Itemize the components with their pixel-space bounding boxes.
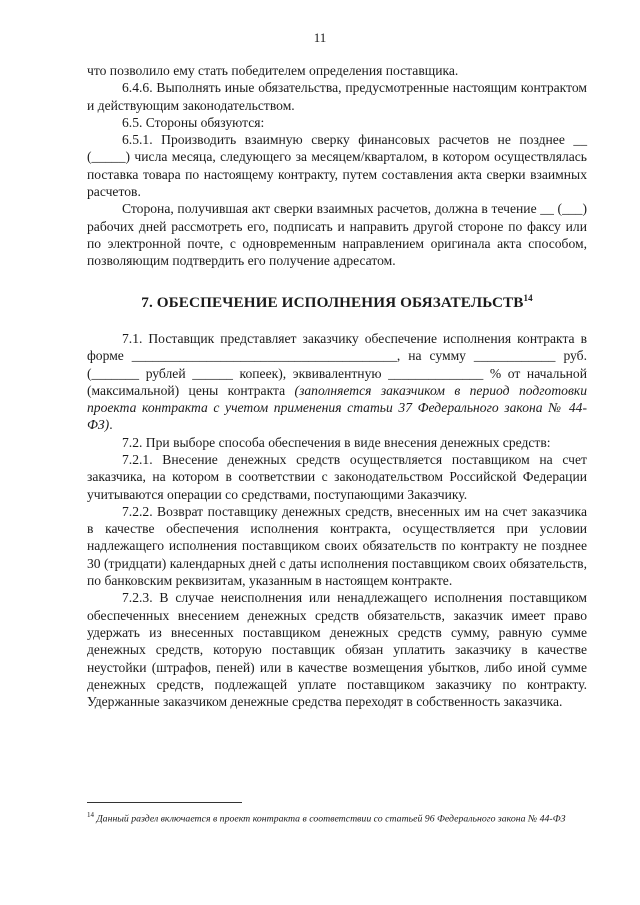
section-heading <box>87 290 587 311</box>
paragraph-7-1-end: . <box>109 417 113 433</box>
page-number: 11 <box>313 30 327 45</box>
paragraph-6-4-6: 6.4.6. Выполнять иные обязательства, предусмотренные настоящим контрактом и действующим законодательством. <box>87 80 587 113</box>
section-heading-text: 7. ОБЕСПЕЧЕНИЕ ИСПОЛНЕНИЯ ОБЯЗАТЕЛЬСТВ <box>141 293 524 311</box>
paragraph-7-2-2: 7.2.2. Возврат поставщику денежных средств, внесенных им на счет заказчика в качестве обеспечения исполнения контракта, осуществляется при условии надлежащего исполнения поставщиком своих обязательств по контракту не позднее 30 (тридцати) календарных дней с даты исполнения поставщиком своих обязательств, по банковским реквизитам, указанным в настоящем контракте. <box>87 503 587 589</box>
paragraph-7-2-3: 7.2.3. В случае неисполнения или ненадлежащего исполнения поставщиком обеспеченных внесением денежных средств обязательств, заказчик имеет право удержать из внесенных поставщиком денежных средств сумму, равную сумме денежных средств, которую поставщик обязан уплатить заказчику в качестве неустойки (штрафов, пеней) или в качестве возмещения убытков, либо иной сумме денежных средств, подлежащей уплате поставщиком заказчику по контракту. Удержанные заказчиком денежные средства переходят в собственность заказчика. <box>87 590 587 710</box>
footnote-mark: 14 <box>87 811 94 819</box>
paragraph-7-1 <box>87 330 587 434</box>
paragraph-7-1-note: (заполняется заказчиком в период подготовки проекта контракта с учетом применения статьи 37 Федерального закона № 44-ФЗ) <box>87 382 587 433</box>
footnote-divider <box>87 802 242 803</box>
paragraph-7-2: 7.2. При выборе способа обеспечения в виде внесения денежных средств: <box>122 434 551 450</box>
footnote-reference: 14 <box>523 292 533 303</box>
document-body <box>87 62 587 710</box>
paragraph-reconciliation-act: Сторона, получившая акт сверки взаимных расчетов, должна в течение __ (___) рабочих дней рассмотреть его, подписать и направить другой стороне по факсу или по электронной почте, с одновременным направлением оригинала акта способом, позволяющим подтвердить его получение адресатом. <box>87 201 587 269</box>
footnote-text: Данный раздел включается в проект контракта в соответствии со статьей 96 Федерального закона № 44-ФЗ <box>94 813 566 825</box>
footnote <box>87 808 587 826</box>
paragraph-6-5: 6.5. Стороны обязуются: <box>122 114 265 130</box>
paragraph-continuation: что позволило ему стать победителем определения поставщика. <box>87 63 459 78</box>
paragraph-7-1-text: 7.1. Поставщик представляет заказчику обеспечение исполнения контракта в форме _______________________________________, на сумму ____________ руб. (_______ рублей ______ копеек), эквивалентную ______________ % от начальной (максимальной) цены контракта <box>87 330 587 398</box>
paragraph-7-2-1: 7.2.1. Внесение денежных средств осуществляется поставщиком на счет заказчика, на котором в соответствии с законодательством Российской Федерации учитываются операции со средствами, поступающими Заказчику. <box>87 452 587 502</box>
paragraph-6-5-1: 6.5.1. Производить взаимную сверку финансовых расчетов не позднее __ (_____) числа месяца, следующего за месяцем/кварталом, в котором осуществлялась поставка товара по настоящему контракту, путем составления акта сверки взаимных расчетов. <box>87 132 587 200</box>
